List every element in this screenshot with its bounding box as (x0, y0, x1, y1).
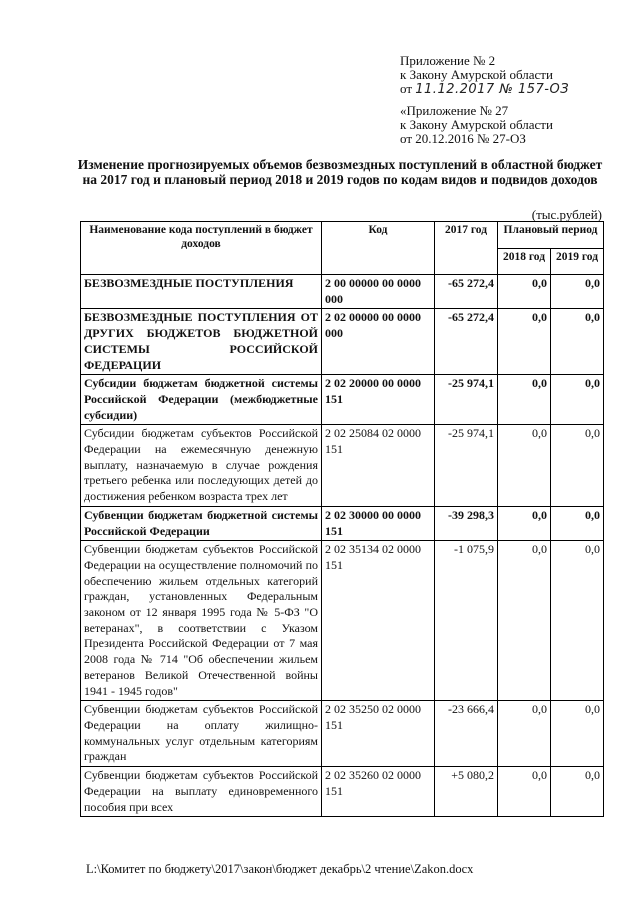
row-2018: 0,0 (498, 506, 551, 540)
appendix-date-line (400, 82, 569, 97)
reference-appendix-block (400, 104, 553, 146)
header-code: Код (322, 222, 435, 275)
row-name: Субвенции бюджетам субъектов Российской Федерации на оплату жилищно-коммунальных услуг отдельным категориям граждан (81, 701, 322, 767)
appendix-number: Приложение № 2 (400, 53, 496, 68)
row-name: Субвенции бюджетам субъектов Российской Федерации на выплату единовременного пособия при всех (81, 767, 322, 817)
table-row (81, 767, 604, 817)
row-2018: 0,0 (498, 767, 551, 817)
table-row (81, 541, 604, 701)
header-name: Наименование кода поступлений в бюджет доходов (81, 222, 322, 275)
table-row (81, 425, 604, 507)
row-2019: 0,0 (551, 309, 604, 375)
row-2019: 0,0 (551, 425, 604, 507)
revenue-table (80, 221, 604, 817)
row-2018: 0,0 (498, 541, 551, 701)
document-title: Изменение прогнозируемых объемов безвозмездных поступлений в областной бюджет на 2017 год и плановый период 2018 и 2019 годов по кодам видов и подвидов доходов (77, 157, 603, 187)
header-2019: 2019 год (551, 248, 604, 275)
handwritten-date: 11.12.2017 № 157-ОЗ (415, 82, 570, 97)
row-name: Субвенции бюджетам субъектов Российской Федерации на осуществление полномочий по обеспечению жильем отдельных категорий граждан, установленных Федеральным законом от 12 января 1995 года № 5-ФЗ "О ветеранах", в соответствии с Указом Президента Российской Федерации от 7 мая 2008 года № 714 "Об обеспечении жильем ветеранов Великой Отечественной войны 1941 - 1945 годов" (81, 541, 322, 701)
row-code: 2 02 30000 00 0000 151 (322, 506, 435, 540)
row-2017: -65 272,4 (435, 309, 498, 375)
row-2018: 0,0 (498, 375, 551, 425)
file-path-footer: L:\Комитет по бюджету\2017\закон\бюджет декабрь\2 чтение\Zakon.docx (86, 862, 474, 876)
row-2019: 0,0 (551, 275, 604, 309)
row-code: 2 02 25084 02 0000 151 (322, 425, 435, 507)
row-2017: -65 272,4 (435, 275, 498, 309)
table-row (81, 275, 604, 309)
reference-appendix-law: к Закону Амурской области (400, 117, 553, 132)
appendix-block (400, 54, 569, 97)
row-2017: -25 974,1 (435, 425, 498, 507)
reference-appendix-date: от 20.12.2016 № 27-ОЗ (400, 131, 526, 146)
row-name: БЕЗВОЗМЕЗДНЫЕ ПОСТУПЛЕНИЯ ОТ ДРУГИХ БЮДЖЕТОВ БЮДЖЕТНОЙ СИСТЕМЫ РОССИЙСКОЙ ФЕДЕРАЦИИ (81, 309, 322, 375)
unit-label: (тыс.рублей) (531, 207, 602, 222)
row-code: 2 02 35134 02 0000 151 (322, 541, 435, 701)
row-name: Субсидии бюджетам бюджетной системы Российской Федерации (межбюджетные субсидии) (81, 375, 322, 425)
table-row (81, 375, 604, 425)
row-name: Субвенции бюджетам бюджетной системы Российской Федерации (81, 506, 322, 540)
row-2019: 0,0 (551, 767, 604, 817)
row-2018: 0,0 (498, 275, 551, 309)
row-2018: 0,0 (498, 425, 551, 507)
appendix-date-prefix: от (400, 81, 413, 96)
row-2019: 0,0 (551, 541, 604, 701)
row-code: 2 02 35250 02 0000 151 (322, 701, 435, 767)
reference-appendix-number: «Приложение № 27 (400, 103, 509, 118)
row-2017: -39 298,3 (435, 506, 498, 540)
row-code: 2 02 00000 00 0000 000 (322, 309, 435, 375)
row-name: БЕЗВОЗМЕЗДНЫЕ ПОСТУПЛЕНИЯ (81, 275, 322, 309)
row-2019: 0,0 (551, 375, 604, 425)
table-row (81, 701, 604, 767)
row-2019: 0,0 (551, 701, 604, 767)
row-2017: -1 075,9 (435, 541, 498, 701)
row-2018: 0,0 (498, 309, 551, 375)
row-name: Субсидии бюджетам субъектов Российской Федерации на ежемесячную денежную выплату, назначаемую в случае рождения третьего ребенка или последующих детей до достижения ребенком возраста трех лет (81, 425, 322, 507)
row-2018: 0,0 (498, 701, 551, 767)
row-code: 2 00 00000 00 0000 000 (322, 275, 435, 309)
header-2017: 2017 год (435, 222, 498, 275)
row-2019: 0,0 (551, 506, 604, 540)
table-row (81, 506, 604, 540)
row-2017: +5 080,2 (435, 767, 498, 817)
appendix-law: к Закону Амурской области (400, 67, 553, 82)
row-code: 2 02 20000 00 0000 151 (322, 375, 435, 425)
row-2017: -25 974,1 (435, 375, 498, 425)
row-code: 2 02 35260 02 0000 151 (322, 767, 435, 817)
table-row (81, 309, 604, 375)
header-2018: 2018 год (498, 248, 551, 275)
header-plan-period: Плановый период (498, 222, 604, 249)
row-2017: -23 666,4 (435, 701, 498, 767)
